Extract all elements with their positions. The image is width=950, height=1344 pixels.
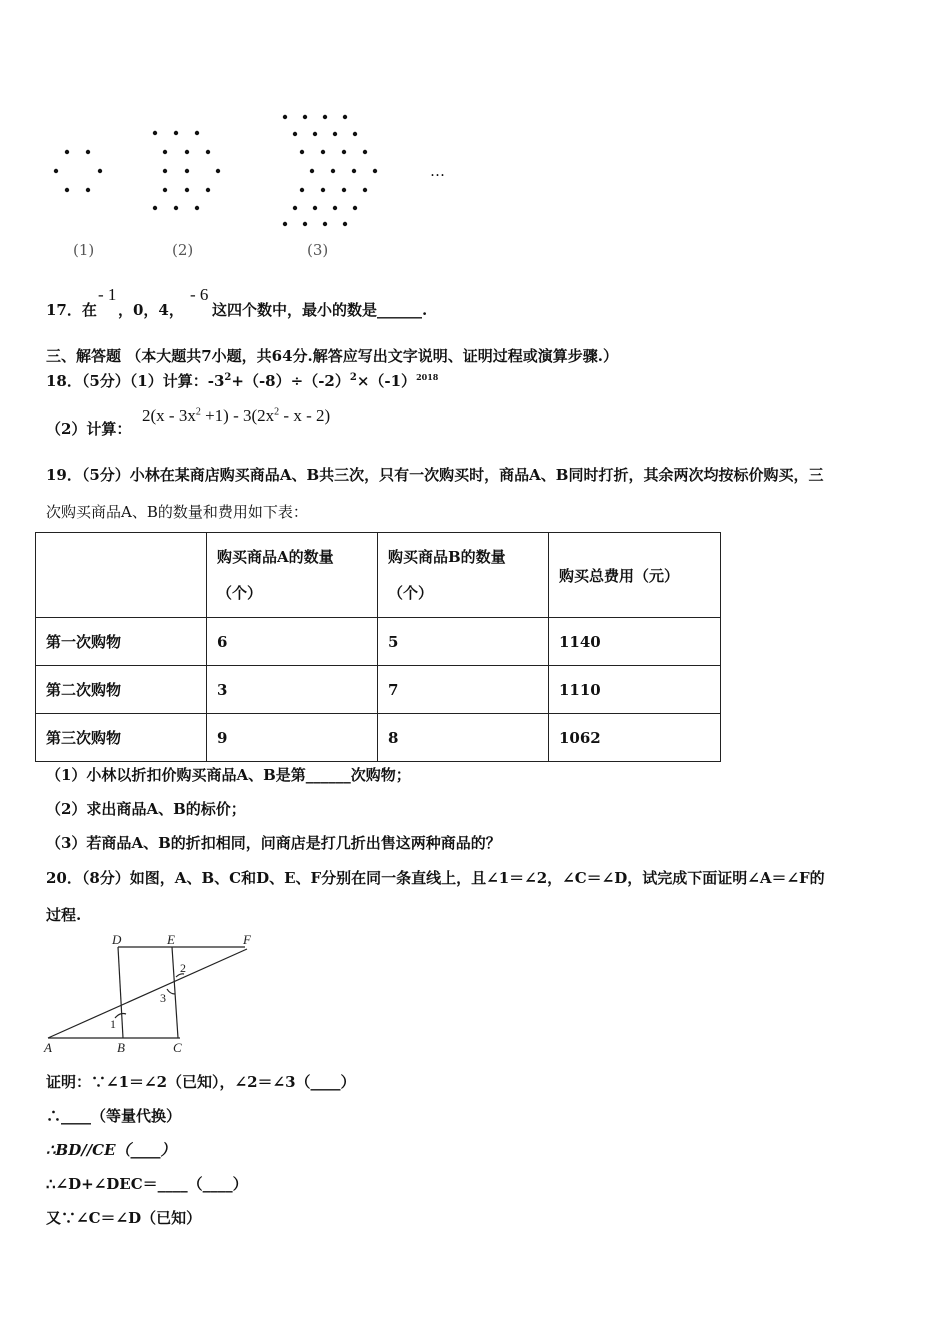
table-header-a-title: 购买商品A的数量 bbox=[217, 548, 334, 566]
table-header-empty bbox=[36, 533, 207, 618]
q19-sub3: （3）若商品A、B的折扣相同，问商店是打几折出售这两种商品的？ bbox=[46, 834, 501, 852]
section-3-heading: 三、解答题 （本大题共7小题，共64分.解答应写出文字说明、证明过程或演算步骤.） bbox=[46, 347, 618, 365]
q19-sub2: （2）求出商品A、B的标价； bbox=[46, 800, 246, 818]
q18-part2-exp1: 2 bbox=[195, 406, 201, 418]
q18-part2-b: +1) - 3(2x bbox=[200, 406, 275, 425]
table-row bbox=[36, 714, 721, 762]
label-E: E bbox=[167, 932, 175, 947]
q19-line2: 次购买商品A、B的数量和费用如下表： bbox=[46, 503, 308, 521]
table-header-b-title: 购买商品B的数量 bbox=[388, 548, 506, 566]
proof-line-1: 证明：∵∠1＝∠2（已知），∠2＝∠3（____） bbox=[46, 1073, 356, 1091]
segment-ec bbox=[172, 947, 178, 1038]
table-header-a bbox=[207, 533, 378, 618]
table-cell: 第一次购物 bbox=[36, 618, 207, 666]
figure-label-3: (3) bbox=[307, 241, 329, 259]
q18-part2-exp2: 2 bbox=[274, 406, 280, 418]
label-angle-3: 3 bbox=[160, 991, 166, 1005]
q18-part2-a: 2(x - 3x bbox=[142, 406, 196, 425]
q18-exp1: 2 bbox=[224, 372, 232, 383]
table-header-a-unit: （个） bbox=[217, 584, 263, 602]
dot-figure-1 bbox=[54, 150, 102, 192]
angle-1-arc bbox=[115, 1014, 126, 1019]
table-cell: 8 bbox=[378, 714, 549, 762]
angle-3-arc bbox=[167, 989, 175, 994]
q18-part1-mid2: ×（-1） bbox=[356, 372, 417, 390]
q17-prefix: 17．在 bbox=[46, 301, 97, 319]
label-C: C bbox=[173, 1040, 182, 1055]
table-cell: 9 bbox=[207, 714, 378, 762]
table-cell: 1110 bbox=[549, 666, 721, 714]
dot-figure-2 bbox=[153, 131, 220, 210]
q18-part1-prefix: 18．（5分）（1）计算：-3 bbox=[46, 372, 225, 390]
table-header-b bbox=[378, 533, 549, 618]
table-cell: 第三次购物 bbox=[36, 714, 207, 762]
q17-number-1: - 1 bbox=[98, 285, 117, 304]
label-angle-2: 2 bbox=[180, 961, 186, 975]
q18-part2-c: - x - 2) bbox=[279, 406, 331, 425]
table-row bbox=[36, 666, 721, 714]
q18-part1 bbox=[46, 370, 438, 391]
dot-pattern-figure bbox=[40, 100, 480, 270]
proof-line-4: ∴∠D+∠DEC＝____（____） bbox=[46, 1175, 248, 1193]
q19-line1: 19．（5分）小林在某商店购买商品A、B共三次，只有一次购买时，商品A、B同时打折，其余两次均按标价购买，三 bbox=[46, 466, 824, 484]
table-header-b-unit: （个） bbox=[388, 584, 434, 602]
table-cell: 1140 bbox=[549, 618, 721, 666]
table-cell: 第二次购物 bbox=[36, 666, 207, 714]
table-cell: 7 bbox=[378, 666, 549, 714]
q17-separator: ，0，4， bbox=[118, 301, 184, 319]
table-row bbox=[36, 618, 721, 666]
q18-exp3: 2018 bbox=[416, 372, 439, 382]
proof-line-2: ∴____（等量代换） bbox=[46, 1107, 182, 1125]
figure-label-2: (2) bbox=[172, 241, 194, 259]
q20-line1: 20．（8分）如图，A、B、C和D、E、F分别在同一条直线上，且∠1＝∠2，∠C＝∠D，试完成下面证明∠A＝∠F的 bbox=[46, 869, 825, 887]
ellipsis: … bbox=[430, 162, 445, 180]
table-header-row bbox=[36, 533, 721, 618]
q20-line2: 过程. bbox=[46, 906, 82, 924]
q17-number-2: - 6 bbox=[190, 285, 209, 304]
label-B: B bbox=[117, 1040, 125, 1055]
label-D: D bbox=[112, 932, 122, 947]
geometry-figure bbox=[40, 930, 270, 1055]
q17-suffix: 这四个数中，最小的数是______. bbox=[212, 301, 428, 319]
q18-part1-mid: +（-8）÷（-2） bbox=[231, 372, 350, 390]
label-A: A bbox=[44, 1040, 52, 1055]
label-angle-1: 1 bbox=[110, 1017, 116, 1031]
proof-line-3: ∴BD//CE（____） bbox=[46, 1141, 176, 1159]
q18-exp2: 2 bbox=[349, 372, 357, 383]
label-F: F bbox=[243, 932, 251, 947]
table-cell: 5 bbox=[378, 618, 549, 666]
table-cell: 3 bbox=[207, 666, 378, 714]
q18-part2-expression bbox=[142, 406, 330, 426]
dot-figure-3 bbox=[283, 115, 377, 226]
table-cell: 1062 bbox=[549, 714, 721, 762]
table-header-total: 购买总费用（元） bbox=[549, 533, 721, 618]
line-af bbox=[48, 949, 247, 1038]
figure-label-1: (1) bbox=[73, 241, 95, 259]
q19-sub1: （1）小林以折扣价购买商品A、B是第______次购物； bbox=[46, 766, 411, 784]
q18-part2-label: （2）计算： bbox=[46, 420, 132, 438]
table-cell: 6 bbox=[207, 618, 378, 666]
proof-line-5: 又∵∠C＝∠D（已知） bbox=[46, 1209, 202, 1227]
segment-db bbox=[118, 947, 123, 1038]
purchase-table bbox=[35, 532, 721, 762]
